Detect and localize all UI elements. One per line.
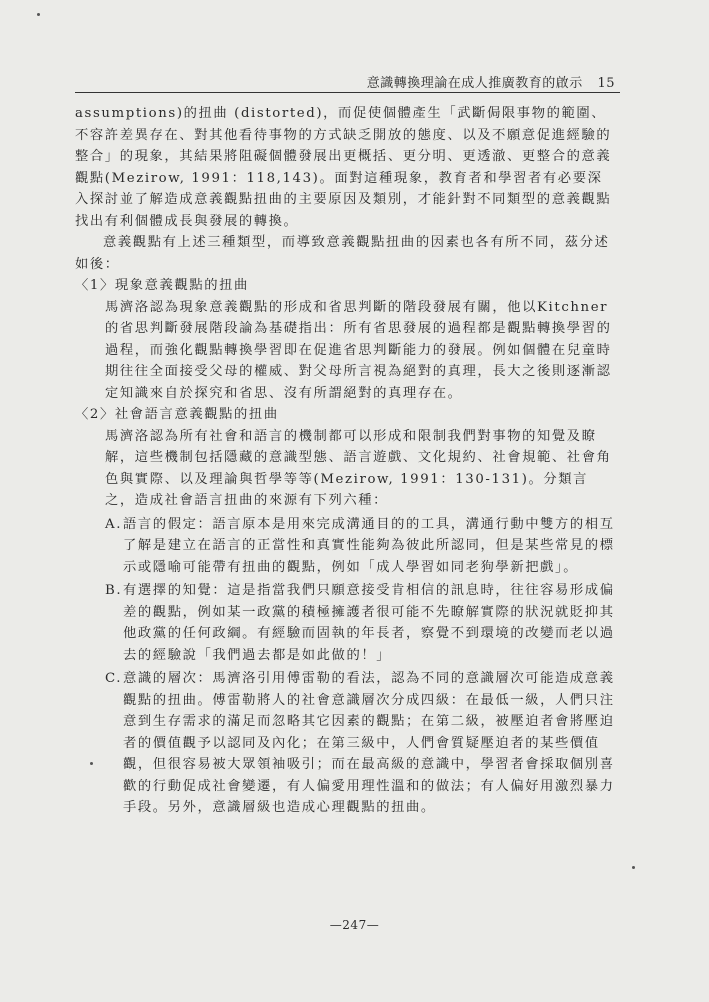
list-item-text: 語言的假定：語言原本是用來完成溝通目的的工具，溝通行動中雙方的相互了解是建立在語言的正當性和真實性能夠為彼此所認同，但是某些常見的標示或隱喻可能帶有扭曲的觀點，例如「成人學習如同老狗學新把戲」。: [123, 516, 615, 575]
footer-page-number: —247—: [329, 918, 380, 932]
header-page-number: 15: [597, 76, 615, 91]
section-1-body: 馬濟洛認為現象意義觀點的形成和省思判斷的階段發展有關，他以Kitchner 的省思判斷發展階段論為基礎指出：所有省思發展的過程都是觀點轉換學習的過程，而強化觀點轉換學習即在促進省思判斷能力的發展。例如個體在兒童時期往往全面接受父母的權威、對父母所言視為絕對的真理，長大之後則逐漸認定知識來自於探究和省思、沒有所謂絕對的真理存在。: [105, 299, 612, 401]
list-item-a: [75, 514, 615, 579]
section-2-body: 馬濟洛認為所有社會和語言的機制都可以形成和限制我們對事物的知覺及瞭解，這些機制包括隱藏的意識型態、語言遊戲、文化規約、社會規範、社會角色與實際、以及理論與哲學等等(Mezirow, 1991：130-131)。分類言之，造成社會語言扭曲的來源有下列六種：: [105, 428, 612, 508]
list-item-b: [75, 580, 615, 666]
page-body: [75, 103, 615, 819]
scan-speck: [632, 866, 635, 869]
running-title: 意識轉換理論在成人推廣教育的啟示: [366, 76, 583, 91]
header-rule: [75, 92, 620, 93]
running-header: [75, 72, 615, 91]
list-item-label: B.: [105, 583, 123, 598]
intro-paragraph-2: 意義觀點有上述三種類型，而導致意義觀點扭曲的因素也各有所不同，茲分述如後：: [75, 235, 610, 272]
list-item-text: 有選擇的知覺：這是指當我們只願意接受肯相信的訊息時，往往容易形成偏差的觀點，例如某一政黨的積極擁護者很可能不先瞭解實際的狀況就貶抑其他政黨的任何政綱。有經驗而固執的年長者，察覺不到環境的改變而老以過去的經驗說「我們過去都是如此做的！」: [123, 583, 615, 663]
list-item-text: 意識的層次：馬濟洛引用傅雷勒的看法，認為不同的意識層次可能造成意義觀點的扭曲。傅雷勒將人的社會意識層次分成四級：在最低一級，人們只注意到生存需求的滿足而忽略其它因素的觀點；在第二級，被壓迫者會將壓迫者的價值觀予以認同及內化；在第三級中，人們會質疑壓迫者的某些價值觀，但很容易被大眾領袖吸引；而在最高級的意識中，學習者會採取個別喜歡的行動促成社會變遷，有人偏愛用理性溫和的做法；有人偏好用激烈暴力手段。另外，意識層級也造成心理觀點的扭曲。: [123, 671, 615, 815]
scan-speck: [37, 13, 40, 16]
list-item-c: [75, 668, 615, 819]
intro-paragraph: assumptions)的扭曲 (distorted)，而促使個體產生「武斷侷限事物的範圍、不容許差異存在、對其他看待事物的方式缺乏開放的態度、以及不願意促進經驗的整合」的現象，其結果將阻礙個體發展出更概括、更分明、更透澈、更整合的意義觀點(Mezirow, 1991：118,143)。面對這種現象，教育者和學習者有必要深入探討並了解造成意義觀點扭曲的主要原因及類別，才能針對不同類型的意義觀點找出有利個體成長與發展的轉換。: [75, 106, 612, 229]
list-item-label: A.: [105, 516, 123, 532]
section-1-heading: 〈1〉現象意義觀點的扭曲: [75, 278, 249, 293]
section-2-heading: 〈2〉社會語言意義觀點的扭曲: [75, 407, 279, 422]
list-item-label: C.: [105, 671, 123, 686]
